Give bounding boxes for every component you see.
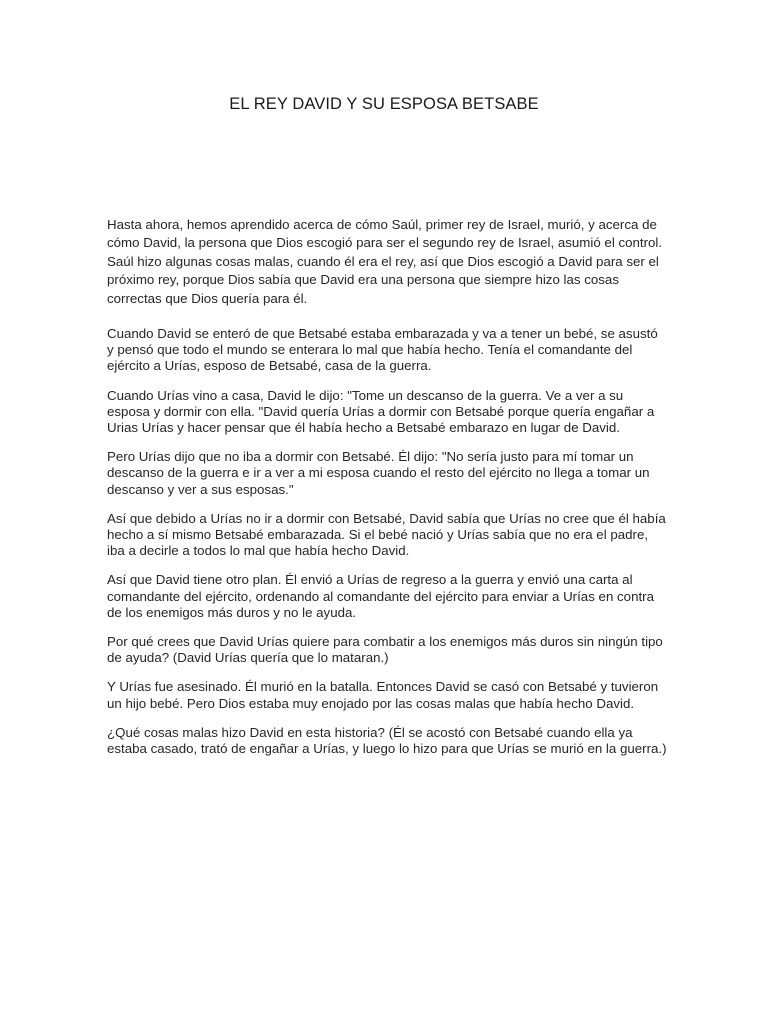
document-body xyxy=(107,216,667,770)
paragraph-4: Pero Urías dijo que no iba a dormir con Betsabé. Él dijo: "No sería justo para mí tomar un descanso de la guerra e ir a ver a mi esposa cuando el resto del ejército no llega a tomar un descanso y ver a sus esposas." xyxy=(107,449,650,497)
paragraph-6: Así que David tiene otro plan. Él envió a Urías de regreso a la guerra y envió una carta al comandante del ejército, ordenando al comandante del ejército para enviar a Urías en contra de los enemigos más duros y no le ayuda. xyxy=(107,572,654,620)
paragraph-2: Cuando David se enteró de que Betsabé estaba embarazada y va a tener un bebé, se asustó y pensó que todo el mundo se enterara lo mal que había hecho. Tenía el comandante del ejército a Urías, esposo de Betsabé, casa de la guerra. xyxy=(107,326,658,374)
document-title: EL REY DAVID Y SU ESPOSA BETSABE xyxy=(229,95,539,113)
paragraph-7: Por qué crees que David Urías quiere para combatir a los enemigos más duros sin ningún tipo de ayuda? (David Urías quería que lo mataran.) xyxy=(107,634,663,666)
paragraph-3: Cuando Urías vino a casa, David le dijo: "Tome un descanso de la guerra. Ve a ver a su esposa y dormir con ella. "David quería Urías a dormir con Betsabé porque quería engañar a Urias Urías y hacer pensar que él había hecho a Betsabé embarazo en lugar de David. xyxy=(107,387,655,436)
paragraph-5: Así que debido a Urías no ir a dormir con Betsabé, David sabía que Urías no cree que él había hecho a sí mismo Betsabé embarazada. Si el bebé nació y Urías sabía que no era el padre, iba a decirle a todos lo mal que había hecho David. xyxy=(107,510,666,559)
paragraph-1: Hasta ahora, hemos aprendido acerca de cómo Saúl, primer rey de Israel, murió, y acerca de cómo David, la persona que Dios escogió para ser el segundo rey de Israel, asumió el control. Saúl hizo algunas cosas malas, cuando él era el rey, así que Dios escogió a David para ser el próximo rey, porque Dios sabía que David era una persona que siempre hizo las cosas correctas que Dios quería para él. xyxy=(107,217,663,306)
paragraph-9: ¿Qué cosas malas hizo David en esta historia? (Él se acostó con Betsabé cuando ella ya estaba casado, trató de engañar a Urías, y luego lo hizo para que Urías se murió en la guerra.) xyxy=(107,724,667,757)
paragraph-8: Y Urías fue asesinado. Él murió en la batalla. Entonces David se casó con Betsabé y tuvieron un hijo bebé. Pero Dios estaba muy enojado por las cosas malas que había hecho David. xyxy=(107,679,659,711)
